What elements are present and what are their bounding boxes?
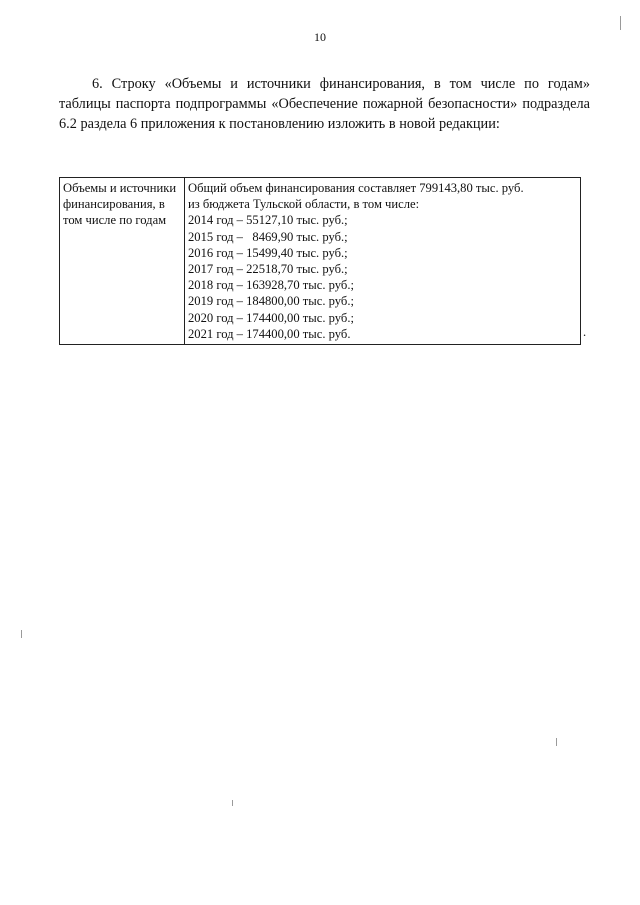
financing-year-line: 2015 год – 8469,90 тыс. руб.;	[188, 229, 348, 244]
financing-value-cell	[185, 178, 581, 345]
financing-table	[59, 177, 581, 345]
scan-artifact	[620, 16, 621, 30]
table-end-mark: .	[583, 325, 587, 339]
financing-total-line: Общий объем финансирования составляет 799143,80 тыс. руб.	[188, 181, 524, 195]
scan-artifact	[232, 800, 233, 806]
financing-year-line: 2014 год – 55127,10 тыс. руб.;	[188, 213, 348, 228]
financing-year-line: 2016 год – 15499,40 тыс. руб.;	[188, 245, 348, 260]
financing-year-line: 2020 год – 174400,00 тыс. руб.;	[188, 310, 354, 325]
scan-artifact	[21, 630, 22, 638]
scan-artifact	[556, 738, 557, 746]
financing-year-line: 2018 год – 163928,70 тыс. руб.;	[188, 278, 354, 293]
financing-table-row	[60, 178, 581, 345]
financing-year-line: 2019 год – 184800,00 тыс. руб.;	[188, 294, 354, 309]
financing-year-line: 2017 год – 22518,70 тыс. руб.;	[188, 262, 348, 277]
financing-label-cell: Объемы и источники финансирования, в том числе по годам	[60, 178, 185, 345]
amendment-paragraph: 6. Строку «Объемы и источники финансирования, в том числе по годам» таблицы паспорта подпрограммы «Обеспечение пожарной безопасности» подраздела 6.2 раздела 6 приложения к постановлению изложить в новой редакции:	[59, 76, 590, 132]
financing-source-line: из бюджета Тульской области, в том числе:	[188, 197, 420, 212]
page-number: 10	[314, 30, 326, 44]
financing-year-line: 2021 год – 174400,00 тыс. руб.	[188, 326, 351, 341]
